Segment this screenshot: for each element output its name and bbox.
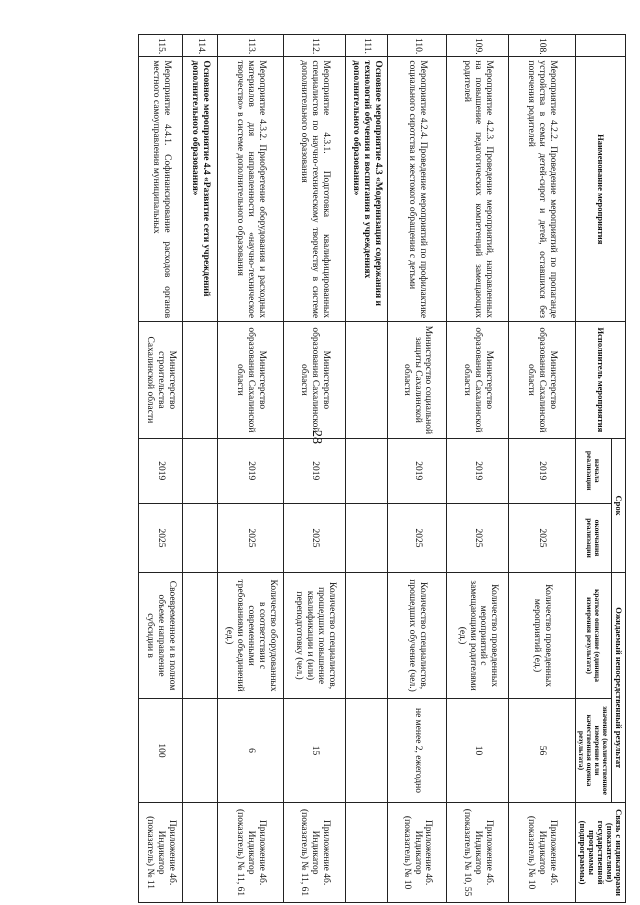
header-start: начала реализации xyxy=(575,438,612,503)
row-result-value: 56 xyxy=(509,698,576,802)
header-term: Срок xyxy=(612,438,626,573)
row-end: 2025 xyxy=(509,503,576,573)
row-result-value: 10 xyxy=(446,698,508,802)
row-result-desc: Количество проведенных мероприятий (ед.) xyxy=(509,573,576,699)
activities-table xyxy=(138,34,626,903)
row-result-desc: Количество специалистов, прошедших повышение квалификации и (или) переподготовку (чел.) xyxy=(284,573,346,699)
header-end: окончания реализации xyxy=(575,503,612,573)
rotated-table-sheet xyxy=(138,34,626,903)
table-header xyxy=(575,35,625,903)
row-number: 114. xyxy=(183,35,217,57)
row-link xyxy=(183,803,217,903)
row-result-desc xyxy=(346,573,388,699)
row-executor: Министерство образования Сахалинской области xyxy=(217,322,284,439)
row-start: 2019 xyxy=(446,438,508,503)
table-row xyxy=(446,35,508,903)
row-name: Мероприятие 4.4.1. Софинансирование расходов органов местного самоуправления муниципальных xyxy=(139,57,183,322)
row-start: 2019 xyxy=(217,438,284,503)
row-number: 110. xyxy=(388,35,447,57)
table-row xyxy=(183,35,217,903)
table-row xyxy=(509,35,576,903)
row-result-desc: Количество оборудованных в соответствии с современными требованиями объединений (ед.) xyxy=(217,573,284,699)
row-name: Мероприятие 4.3.1. Подготовка квалифицированных специалистов по научно-техническому творчеству в системе дополнительного образования xyxy=(284,57,346,322)
row-executor xyxy=(183,322,217,439)
row-executor: Министерство образования Сахалинской области xyxy=(509,322,576,439)
row-link: Приложение 4б. Индикатор (показатель) № 10, 55 xyxy=(446,803,508,903)
row-name: Мероприятие 4.2.3. Проведение мероприятий, направленных на повышение педагогических компетенций замещающих родителей xyxy=(446,57,508,322)
row-link: Приложение 4б. Индикатор (показатель) № 10 xyxy=(509,803,576,903)
row-start xyxy=(346,438,388,503)
row-executor: Министерство образования Сахалинской области xyxy=(284,322,346,439)
header-result-value: значение (количественное измерение или качественная оценка результата) xyxy=(575,698,612,802)
table-body xyxy=(139,35,576,903)
row-number: 111. xyxy=(346,35,388,57)
row-result-desc: Количество специалистов, прошедших обучение (чел.) xyxy=(388,573,447,699)
header-num xyxy=(575,35,625,57)
row-result-desc: Количество проведенных мероприятий с замещающими родителями (ед.) xyxy=(446,573,508,699)
row-executor: Министерство строительства Сахалинской области xyxy=(139,322,183,439)
row-end xyxy=(346,503,388,573)
row-number: 113. xyxy=(217,35,284,57)
header-result-desc: краткое описание (единица измерения результата) xyxy=(575,573,612,699)
row-result-value: 100 xyxy=(139,698,183,802)
row-end: 2025 xyxy=(217,503,284,573)
row-link: Приложение 4б. Индикатор (показатель) № 11, 61 xyxy=(217,803,284,903)
page-number: 28 xyxy=(309,430,324,444)
row-link: Приложение 4б. Индикатор (показатель) № 11, 61 xyxy=(284,803,346,903)
row-executor: Министерство социальной защиты Сахалинской области xyxy=(388,322,447,439)
table-row xyxy=(139,35,183,903)
table-row xyxy=(346,35,388,903)
row-end: 2025 xyxy=(388,503,447,573)
row-start: 2019 xyxy=(509,438,576,503)
row-number: 112. xyxy=(284,35,346,57)
table-row xyxy=(217,35,284,903)
header-name: Наименование мероприятия xyxy=(575,57,625,322)
row-end: 2025 xyxy=(446,503,508,573)
row-link xyxy=(346,803,388,903)
table-row xyxy=(388,35,447,903)
row-result-desc: Своевременное и в полном объеме направление субсидии в xyxy=(139,573,183,699)
row-end xyxy=(183,503,217,573)
row-result-value xyxy=(346,698,388,802)
row-result-value xyxy=(183,698,217,802)
row-link: Приложение 4б. Индикатор (показатель) № 11 xyxy=(139,803,183,903)
row-result-desc xyxy=(183,573,217,699)
row-link: Приложение 4б. Индикатор (показатель) № 10 xyxy=(388,803,447,903)
row-number: 115. xyxy=(139,35,183,57)
row-end: 2025 xyxy=(139,503,183,573)
row-name: Мероприятие 4.2.4. Проведение мероприятий по профилактике социального сиротства и жестокого обращения с детьми xyxy=(388,57,447,322)
row-end: 2025 xyxy=(284,503,346,573)
row-result-value: 15 xyxy=(284,698,346,802)
row-number: 109. xyxy=(446,35,508,57)
header-result: Ожидаемый непосредственный результат xyxy=(612,573,626,803)
row-start: 2019 xyxy=(284,438,346,503)
header-executor: Исполнитель мероприятия xyxy=(575,322,625,439)
row-start: 2019 xyxy=(139,438,183,503)
row-name: Мероприятие 4.2.2. Проведение мероприятий по пропаганде устройства в семьи детей-сирот и детей, оставшихся без попечения родителей xyxy=(509,57,576,322)
row-start: 2019 xyxy=(388,438,447,503)
row-start xyxy=(183,438,217,503)
table-row xyxy=(284,35,346,903)
row-name: Мероприятие 4.3.2. Приобретение оборудования и расходных материалов для направленности «научно-техническое творчество» в системе дополнительного образования xyxy=(217,57,284,322)
row-name: Основное мероприятие 4.3 «Модернизация содержания и технологий обучения и воспитания в учреждениях дополнительного образования» xyxy=(346,57,388,322)
row-name: Основное мероприятие 4.4 «Развитие сети учреждений дополнительного образования» xyxy=(183,57,217,322)
row-result-value: 6 xyxy=(217,698,284,802)
row-executor xyxy=(346,322,388,439)
row-executor: Министерство образования Сахалинской области xyxy=(446,322,508,439)
header-link: Связь с индикаторами (показателями) государственной программы (подпрограммы) xyxy=(575,803,625,903)
row-result-value: не менее 2, ежегодно xyxy=(388,698,447,802)
row-number: 108. xyxy=(509,35,576,57)
